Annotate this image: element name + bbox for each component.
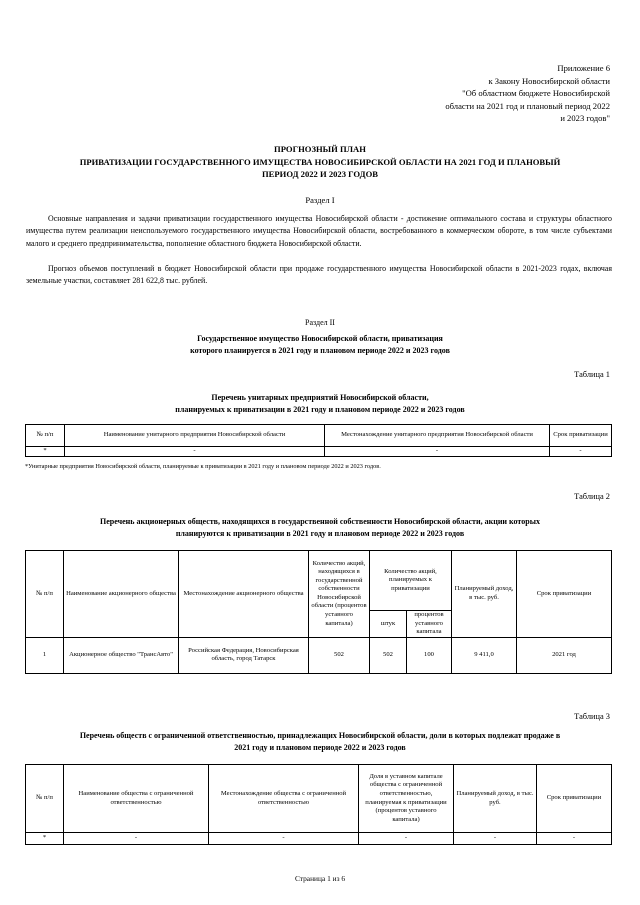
section2-title-line: которого планируется в 2021 году и плановом периоде 2022 и 2023 годов bbox=[190, 346, 450, 355]
header-cell: Местонахождение унитарного предприятия Новосибирской области bbox=[325, 425, 550, 447]
header-cell: Наименование акционерного общества bbox=[64, 551, 179, 638]
table1-title bbox=[22, 392, 618, 416]
table1-footnote: *Унитарные предприятия Новосибирской области, планируемые к приватизации в 2021 году и плановом периоде 2022 и 2023 годов. bbox=[25, 463, 381, 470]
cell: Российская Федерация, Новосибирская область, город Татарск bbox=[179, 637, 309, 673]
header-cell: № п/п bbox=[26, 551, 64, 638]
header-cell: Количество акций, планируемых к приватизации bbox=[370, 551, 452, 611]
table2-label: Таблица 2 bbox=[574, 492, 610, 501]
page-footer: Страница 1 из 6 bbox=[294, 874, 346, 883]
appendix-line: Приложение 6 bbox=[557, 63, 610, 73]
table1-title-line: Перечень унитарных предприятий Новосибирской области, bbox=[211, 393, 429, 402]
header-cell: Срок приватизации bbox=[517, 551, 612, 638]
table-header-row bbox=[26, 765, 612, 833]
table1-label: Таблица 1 bbox=[574, 370, 610, 379]
section1-paragraph: Прогноз объемов поступлений в бюджет Новосибирской области при продаже государственного имущества Новосибирской области в 2021-2023 годах, включая земельные участки, составляет 281 622,8 тыс. рублей. bbox=[26, 264, 612, 286]
section2-title-line: Государственное имущество Новосибирской области, приватизация bbox=[197, 334, 443, 343]
section2-heading: Раздел II bbox=[305, 318, 335, 327]
joint-stock-companies-table bbox=[25, 550, 612, 674]
cell: 9 411,0 bbox=[452, 637, 517, 673]
cell: - bbox=[64, 833, 209, 845]
appendix-line: и 2023 годов" bbox=[560, 113, 610, 124]
cell: 100 bbox=[407, 637, 452, 673]
header-cell: № п/п bbox=[26, 765, 64, 833]
cell: 502 bbox=[370, 637, 407, 673]
appendix-note bbox=[380, 62, 610, 125]
section2-title bbox=[120, 333, 520, 357]
header-cell: Срок приватизации bbox=[537, 765, 612, 833]
header-cell: Местонахождение акционерного общества bbox=[179, 551, 309, 638]
section1-heading: Раздел I bbox=[305, 195, 335, 205]
cell: 502 bbox=[309, 637, 370, 673]
header-cell: Местонахождение общества с ограниченной ответственностью bbox=[209, 765, 359, 833]
cell: - bbox=[454, 833, 537, 845]
document-title bbox=[22, 143, 618, 181]
table-row bbox=[26, 833, 612, 845]
appendix-line: к Закону Новосибирской области bbox=[488, 75, 610, 86]
cell: - bbox=[537, 833, 612, 845]
table3-title-line: 2021 году и плановом периоде 2022 и 2023 годов bbox=[234, 743, 406, 752]
llc-shares-table bbox=[25, 764, 612, 845]
cell: Акционерное общество "ТрансАвто" bbox=[64, 637, 179, 673]
cell: - bbox=[325, 447, 550, 457]
cell: * bbox=[26, 833, 64, 845]
table3-label: Таблица 3 bbox=[574, 712, 610, 721]
title-line: ПЕРИОД 2022 И 2023 ГОДОВ bbox=[261, 169, 378, 180]
section1-paragraph: Основные направления и задачи приватизации государственного имущества Новосибирской области - достижение оптимального состава и структуры областного имущества путем реализации неиспользуемого государственного имущества Новосибирской области, востребованного в коммерческом обороте, в том числе субъектами малого и среднего предпринимательства, пополнение областного бюджета Новосибирской области. bbox=[26, 214, 612, 248]
cell: - bbox=[65, 447, 325, 457]
title-line: ПРИВАТИЗАЦИИ ГОСУДАРСТВЕННОГО ИМУЩЕСТВА НОВОСИБИРСКОЙ ОБЛАСТИ НА 2021 ГОД И ПЛАНОВЫЙ bbox=[79, 156, 561, 167]
cell: * bbox=[26, 447, 65, 457]
header-cell: Количество акций, находящихся в государственной собственности Новосибирской области (процентов уставного капитала) bbox=[309, 551, 370, 638]
header-cell: № п/п bbox=[26, 425, 65, 447]
cell: 1 bbox=[26, 637, 64, 673]
cell: 2021 год bbox=[517, 637, 612, 673]
table2-title bbox=[22, 516, 618, 540]
table2-title-line: планируются к приватизации в 2021 году и плановом периоде 2022 и 2023 годов bbox=[175, 529, 465, 538]
cell: - bbox=[550, 447, 612, 457]
table3-title bbox=[22, 730, 618, 754]
header-cell: Планируемый доход, в тыс. руб. bbox=[454, 765, 537, 833]
appendix-line: "Об областном бюджете Новосибирской bbox=[462, 88, 610, 99]
table-row bbox=[26, 447, 612, 457]
table-header-row bbox=[26, 425, 612, 447]
table-header-row bbox=[26, 551, 612, 611]
header-cell: процентов уставного капитала bbox=[407, 611, 452, 638]
header-cell: Планируемый доход, в тыс. руб. bbox=[452, 551, 517, 638]
title-line: ПРОГНОЗНЫЙ ПЛАН bbox=[274, 144, 366, 154]
unitary-enterprises-table bbox=[25, 424, 612, 457]
header-cell: Доля в уставном капитале общества с ограниченной ответственностью, планируемая к приватизации (процентов уставного капитала) bbox=[359, 765, 454, 833]
table1-title-line: планируемых к приватизации в 2021 году и плановом периоде 2022 и 2023 годов bbox=[175, 405, 465, 414]
header-cell: Срок приватизации bbox=[550, 425, 612, 447]
header-cell: Наименование общества с ограниченной ответственностью bbox=[64, 765, 209, 833]
cell: - bbox=[359, 833, 454, 845]
appendix-line: области на 2021 год и плановый период 2022 bbox=[445, 100, 610, 111]
table-row bbox=[26, 637, 612, 673]
header-cell: штук bbox=[370, 611, 407, 638]
header-cell: Наименование унитарного предприятия Новосибирской области bbox=[65, 425, 325, 447]
table3-title-line: Перечень обществ с ограниченной ответственностью, принадлежащих Новосибирской области, доли в которых подлежат продаже в bbox=[79, 731, 561, 740]
table2-title-line: Перечень акционерных обществ, находящихся в государственной собственности Новосибирской области, акции которых bbox=[100, 517, 540, 526]
cell: - bbox=[209, 833, 359, 845]
